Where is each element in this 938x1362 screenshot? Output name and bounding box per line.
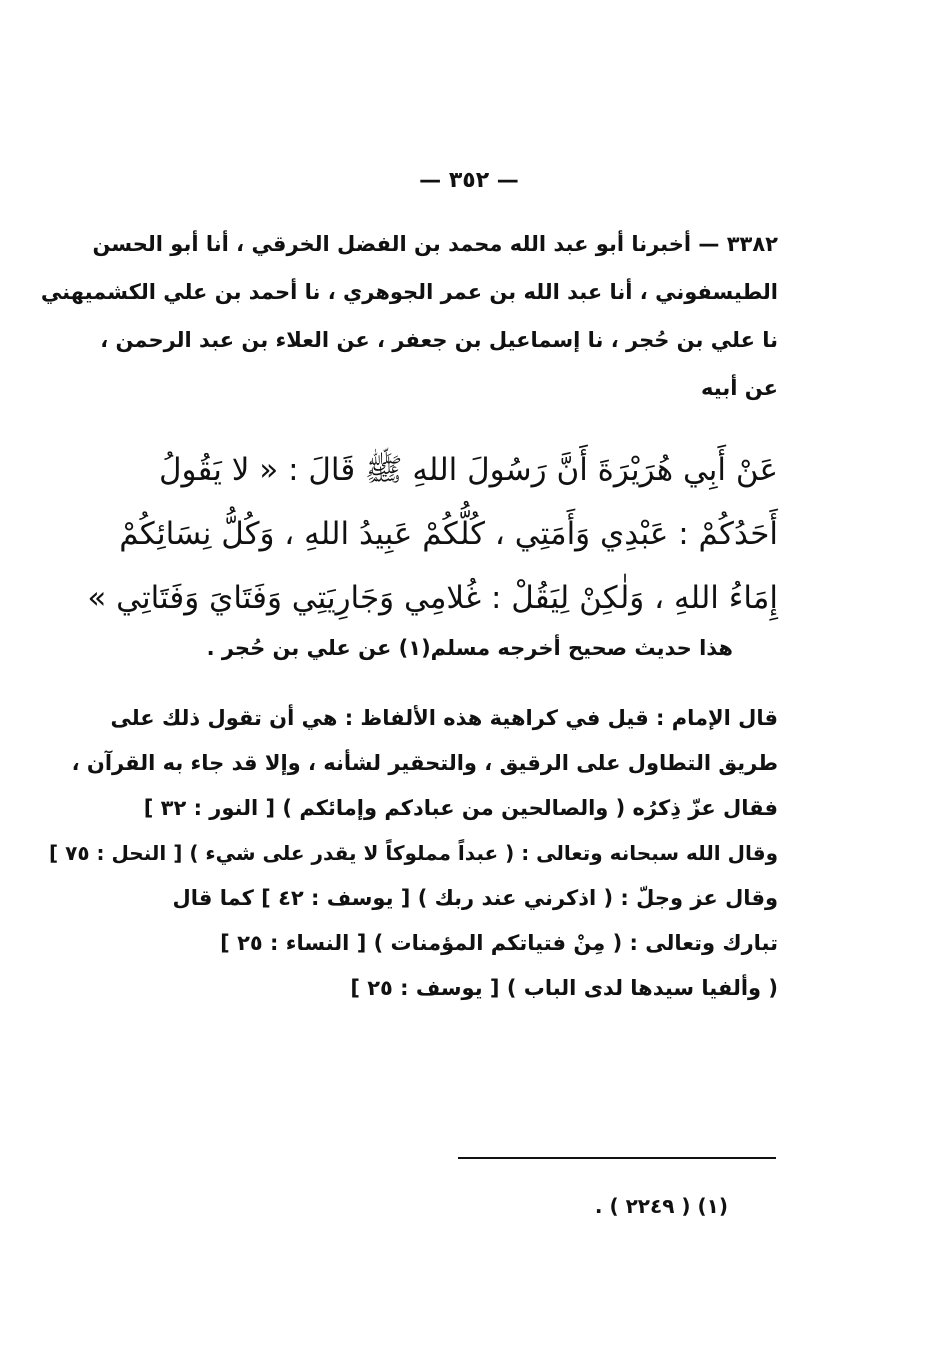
isnad-line: عن أبيه xyxy=(701,376,778,400)
commentary-line: ( وألفيا سيدها لدى الباب ) [ يوسف : ٢٥ ] xyxy=(350,976,778,1000)
page-number: — ٣٥٢ — xyxy=(419,168,519,193)
commentary-line: فقال عزّ ذِكرُه ( والصالحين من عبادكم وإمائكم ) [ النور : ٣٢ ] xyxy=(143,796,778,820)
commentary-line: وقال عز وجلّ : ( اذكرني عند ربك ) [ يوسف : ٤٢ ] كما قال xyxy=(172,886,778,910)
footnote: (١) ( ٢٢٤٩ ) . xyxy=(594,1194,728,1218)
footnote-divider xyxy=(458,1157,776,1159)
hadith-line: أَحَدُكُمْ : عَبْدِي وَأَمَتِي ، كُلُّكُمْ عَبِيدُ اللهِ ، وَكُلُّ نِسَائِكُمْ xyxy=(119,516,778,552)
commentary-line: طريق التطاول على الرقيق ، والتحقير لشأنه ، وإلا قد جاء به القرآن ، xyxy=(71,751,778,775)
hadith-grading: هذا حديث صحيح أخرجه مسلم(١) عن علي بن حُجر . xyxy=(206,636,733,660)
isnad-paragraph xyxy=(41,220,778,412)
isnad-line: نا علي بن حُجر ، نا إسماعيل بن جعفر ، عن العلاء بن عبد الرحمن ، xyxy=(100,328,778,352)
commentary-line: وقال الله سبحانه وتعالى : ( عبداً مملوكاً لا يقدر على شيء ) [ النحل : ٧٥ ] xyxy=(49,841,778,865)
commentary-line: قال الإمام : قيل في كراهية هذه الألفاظ : هي أن تقول ذلك على xyxy=(110,706,778,730)
isnad-line: ٣٣٨٢ — أخبرنا أبو عبد الله محمد بن الفضل الخرقي ، أنا أبو الحسن xyxy=(92,232,778,256)
hadith-text xyxy=(87,438,778,630)
commentary-line: تبارك وتعالى : ( مِنْ فتياتكم المؤمنات ) [ النساء : ٢٥ ] xyxy=(220,931,778,955)
hadith-line: عَنْ أَبِي هُرَيْرَةَ أَنَّ رَسُولَ اللهِ ﷺ قَالَ : « لا يَقُولُ xyxy=(159,452,778,488)
isnad-line: الطيسفوني ، أنا عبد الله بن عمر الجوهري ، نا أحمد بن علي الكشميهني xyxy=(40,280,778,304)
imam-commentary xyxy=(49,696,778,1011)
hadith-line: إِمَاءُ اللهِ ، وَلٰكِنْ لِيَقُلْ : غُلامِي وَجَارِيَتِي وَفَتَايَ وَفَتَاتِي » xyxy=(87,580,778,616)
